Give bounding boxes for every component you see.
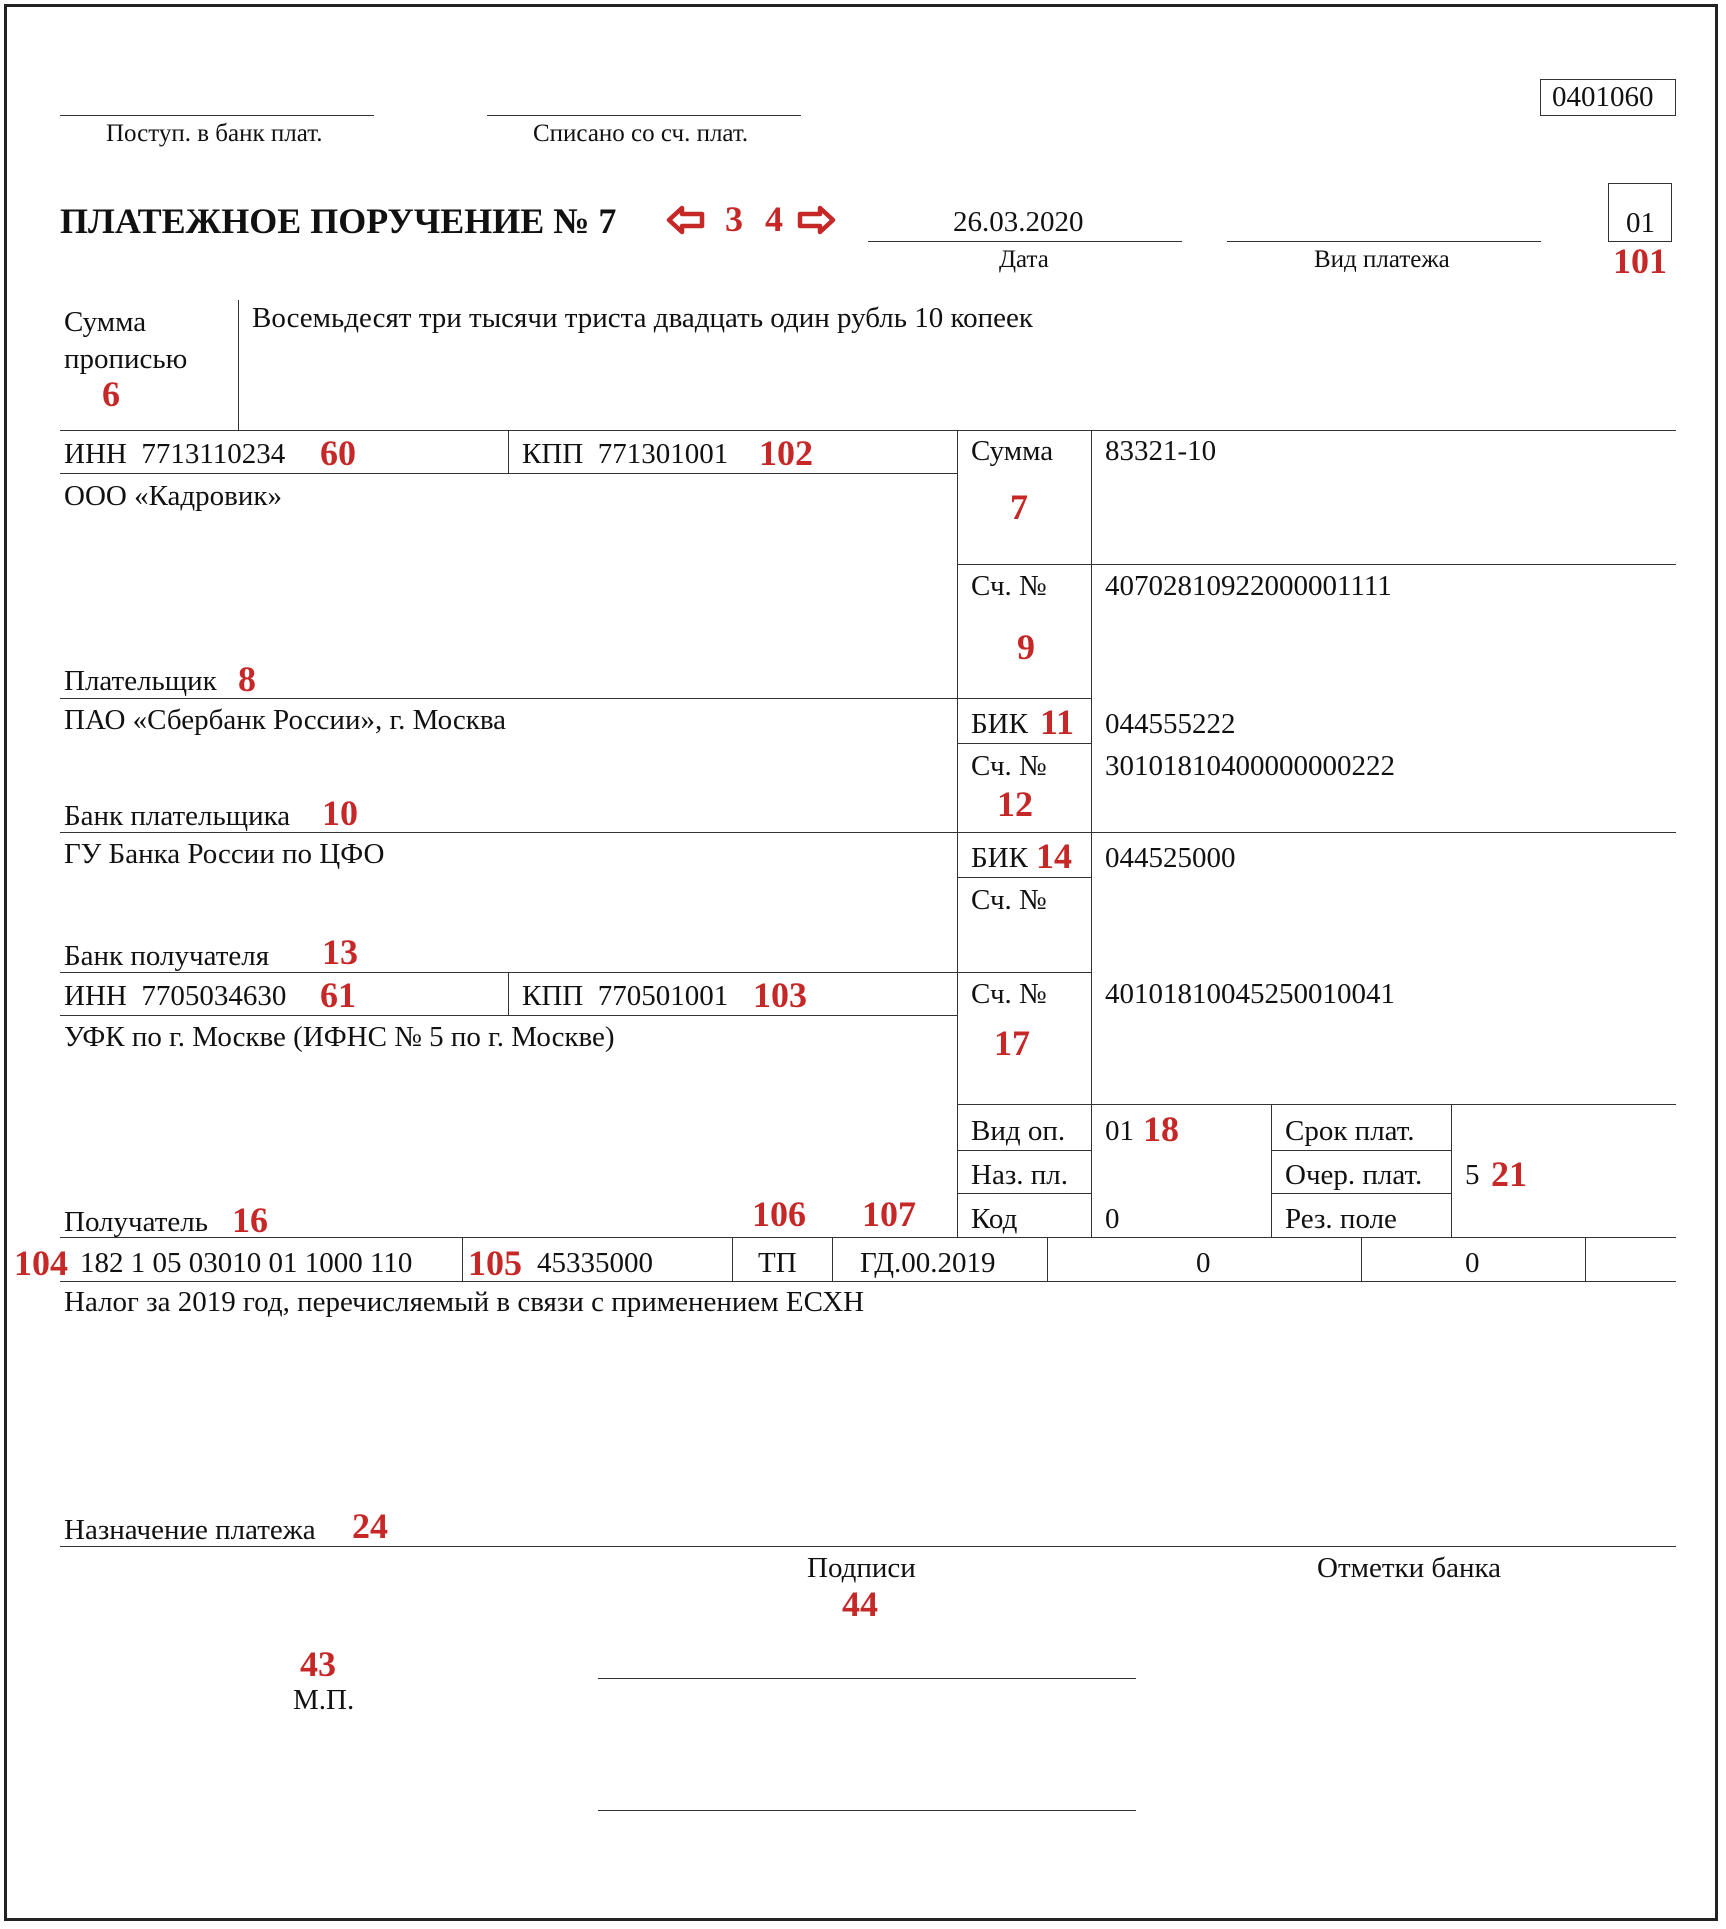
tax-row-bottom-line bbox=[60, 1281, 1676, 1282]
payer-bank-bottom-line bbox=[60, 832, 1676, 833]
tax-div-oktmo bbox=[732, 1237, 733, 1281]
tax-period: ГД.00.2019 bbox=[860, 1247, 996, 1279]
signature-line-2 bbox=[598, 1810, 1136, 1811]
arrow-left-icon bbox=[666, 204, 706, 236]
payer-bank-name: ПАО «Сбербанк России», г. Москва bbox=[64, 704, 507, 736]
payer-account-label: Сч. № bbox=[971, 570, 1047, 602]
recipient-account: 40101810045250010041 bbox=[1105, 978, 1395, 1010]
document-title: ПЛАТЕЖНОЕ ПОРУЧЕНИЕ № 7 bbox=[60, 201, 617, 241]
purpose-bottom-line bbox=[60, 1546, 1676, 1547]
oktmo: 45335000 bbox=[537, 1247, 653, 1279]
amount-words-text: Восемьдесят три тысячи триста двадцать один рубль 10 копеек bbox=[252, 302, 1033, 334]
marker-16: 16 bbox=[232, 1200, 268, 1240]
code-value: 0 bbox=[1105, 1203, 1120, 1235]
sum-value: 83321-10 bbox=[1105, 435, 1217, 467]
marker-9: 9 bbox=[1017, 627, 1035, 667]
arrow-right-icon bbox=[796, 204, 836, 236]
marker-101: 101 bbox=[1613, 241, 1667, 281]
recipient-account-label: Сч. № bbox=[971, 978, 1047, 1010]
marker-11: 11 bbox=[1040, 702, 1075, 742]
recipient-bank-bottom-line bbox=[60, 972, 1091, 973]
term-divider bbox=[1271, 1104, 1272, 1237]
payer-bik: 044555222 bbox=[1105, 708, 1236, 740]
term-bottom-line bbox=[1271, 1150, 1451, 1151]
bank-marks-label: Отметки банка bbox=[1317, 1552, 1502, 1584]
right-column-divider bbox=[957, 430, 958, 1237]
op-type-label: Вид оп. bbox=[971, 1115, 1066, 1147]
payer-bank-account-label: Сч. № bbox=[971, 750, 1047, 782]
sum-label: Сумма bbox=[971, 435, 1054, 467]
marker-21: 21 bbox=[1491, 1154, 1527, 1194]
recipient-inn-line bbox=[60, 1015, 957, 1016]
recipient-bik: 044525000 bbox=[1105, 842, 1236, 874]
payer-bank-account: 30101810400000000222 bbox=[1105, 750, 1395, 782]
op-type: 01 bbox=[1105, 1115, 1134, 1147]
marker-24: 24 bbox=[352, 1506, 388, 1546]
purpose-label: Назначение платежа bbox=[64, 1514, 316, 1546]
line-payer-top bbox=[60, 430, 1676, 431]
sum-bottom-line bbox=[957, 564, 1676, 565]
bik14-bottom-line bbox=[957, 877, 1091, 878]
term-value-divider bbox=[1451, 1104, 1452, 1237]
marker-107: 107 bbox=[862, 1194, 916, 1234]
kbk: 182 1 05 03010 01 1000 110 bbox=[80, 1247, 413, 1279]
purpose-text: Налог за 2019 год, перечисляемый в связи с применением ЕСХН bbox=[64, 1286, 865, 1318]
recipient-bik-label: БИК bbox=[971, 842, 1028, 874]
payer-bottom-line bbox=[60, 698, 1091, 699]
payment-type-label: Вид платежа bbox=[1314, 246, 1450, 273]
signatures-label: Подписи bbox=[807, 1552, 916, 1584]
marker-17: 17 bbox=[994, 1023, 1030, 1063]
code-label: Код bbox=[971, 1203, 1018, 1235]
marker-106: 106 bbox=[752, 1194, 806, 1234]
order-label: Очер. плат. bbox=[1285, 1159, 1423, 1191]
tax-div-period bbox=[1047, 1237, 1048, 1281]
marker-7: 7 bbox=[1010, 487, 1028, 527]
marker-104: 104 bbox=[14, 1243, 68, 1283]
debited-label: Списано со сч. плат. bbox=[533, 120, 749, 147]
tax-div-docnum bbox=[1361, 1237, 1362, 1281]
doc-number: 0 bbox=[1196, 1247, 1211, 1279]
recipient-bank-account-label: Сч. № bbox=[971, 884, 1047, 916]
payer-inn-line bbox=[60, 473, 957, 474]
payment-date: 26.03.2020 bbox=[953, 206, 1084, 238]
date-label: Дата bbox=[999, 246, 1049, 273]
payment-type-line bbox=[1227, 241, 1541, 242]
purpose-code-label: Наз. пл. bbox=[971, 1159, 1069, 1191]
payer-bank-label: Банк плательщика bbox=[64, 800, 291, 832]
recipient-name: УФК по г. Москве (ИФНС № 5 по г. Москве) bbox=[64, 1021, 615, 1053]
tax-div-basis bbox=[832, 1237, 833, 1281]
recipient-bank-name: ГУ Банка России по ЦФО bbox=[64, 838, 385, 870]
payer-inn-kpp-divider bbox=[508, 430, 509, 473]
reserve-label: Рез. поле bbox=[1285, 1203, 1397, 1235]
recipient-label: Получатель bbox=[64, 1206, 208, 1238]
received-label: Поступ. в банк плат. bbox=[106, 120, 323, 147]
marker-60: 60 bbox=[320, 433, 356, 473]
marker-13: 13 bbox=[322, 932, 358, 972]
signature-line-1 bbox=[598, 1678, 1136, 1679]
marker-43: 43 bbox=[300, 1644, 336, 1684]
tax-div-docdate bbox=[1585, 1237, 1586, 1281]
recipient-kpp: КПП 770501001 bbox=[522, 980, 729, 1012]
amount-words-label: Сумма прописью bbox=[64, 306, 188, 375]
marker-44: 44 bbox=[842, 1584, 878, 1624]
marker-61: 61 bbox=[320, 975, 356, 1015]
recipient-bank-label: Банк получателя bbox=[64, 940, 270, 972]
payer-name: ООО «Кадровик» bbox=[64, 480, 282, 512]
marker-12: 12 bbox=[997, 784, 1033, 824]
received-date-line bbox=[60, 115, 374, 116]
payer-status: 01 bbox=[1626, 207, 1655, 239]
debited-date-line bbox=[487, 115, 801, 116]
doc-date: 0 bbox=[1465, 1247, 1480, 1279]
marker-14: 14 bbox=[1036, 836, 1072, 876]
order-value: 5 bbox=[1465, 1159, 1480, 1191]
payer-kpp: КПП 771301001 bbox=[522, 438, 729, 470]
bik11-bottom-line bbox=[957, 743, 1091, 744]
marker-103: 103 bbox=[753, 975, 807, 1015]
recipient-inn: ИНН 7705034630 bbox=[64, 980, 287, 1012]
marker-6: 6 bbox=[102, 374, 120, 414]
payer-inn: ИНН 7713110234 bbox=[64, 438, 286, 470]
payer-label: Плательщик bbox=[64, 665, 217, 697]
purpose-code-bottom-line bbox=[957, 1193, 1091, 1194]
op-type-bottom-line bbox=[957, 1150, 1091, 1151]
marker-102: 102 bbox=[759, 433, 813, 473]
marker-3: 3 bbox=[725, 199, 743, 239]
amount-words-divider bbox=[238, 300, 239, 430]
tax-basis: ТП bbox=[758, 1247, 797, 1279]
tax-div-kbk bbox=[462, 1237, 463, 1281]
right-value-divider bbox=[1091, 430, 1092, 1237]
date-line bbox=[868, 241, 1182, 242]
marker-10: 10 bbox=[322, 793, 358, 833]
payer-account: 40702810922000001111 bbox=[1105, 570, 1392, 602]
tax-row-top-line bbox=[60, 1237, 1676, 1238]
op-type-top-line bbox=[957, 1104, 1676, 1105]
payer-bik-label: БИК bbox=[971, 708, 1028, 740]
order-bottom-line bbox=[1271, 1193, 1451, 1194]
term-label: Срок плат. bbox=[1285, 1115, 1415, 1147]
recipient-inn-kpp-divider bbox=[508, 972, 509, 1015]
form-code: 0401060 bbox=[1552, 81, 1654, 113]
stamp-label: М.П. bbox=[293, 1684, 355, 1716]
marker-4: 4 bbox=[765, 199, 783, 239]
marker-105: 105 bbox=[468, 1243, 522, 1283]
marker-8: 8 bbox=[238, 659, 256, 699]
marker-18: 18 bbox=[1143, 1109, 1179, 1149]
